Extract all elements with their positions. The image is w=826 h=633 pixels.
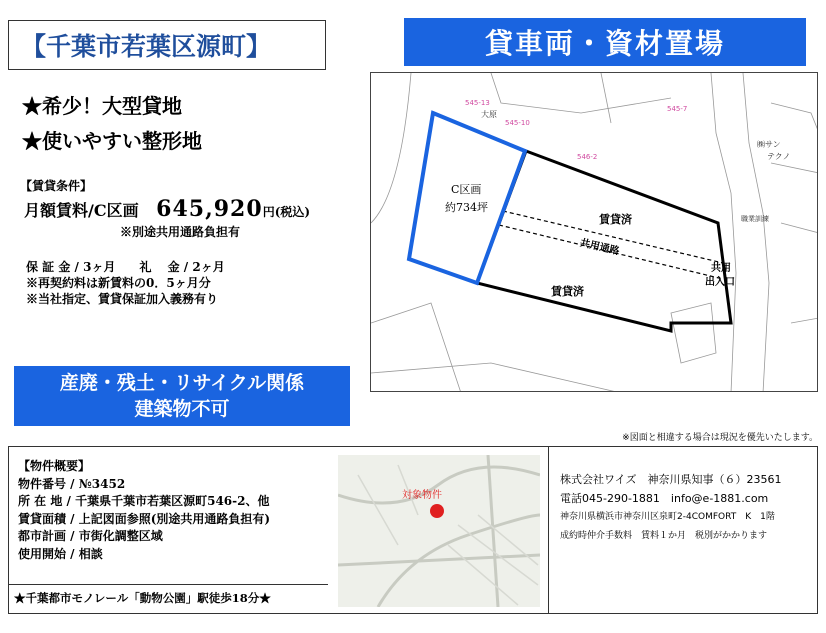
lot-label: 545-7	[667, 105, 688, 113]
location-map	[338, 455, 540, 607]
company-label: テクノ	[767, 152, 791, 161]
rent-line	[24, 196, 310, 222]
target-marker	[430, 504, 444, 518]
rent-unit: 円	[262, 205, 275, 219]
rented-label-upper: 賃貸済	[599, 213, 632, 226]
lot-label: 546-2	[577, 153, 598, 161]
summary-row: 都市計画 / 市街化調整区域	[18, 529, 163, 543]
summary-heading: 【物件概要】	[18, 459, 91, 473]
company-contact: 電話045-290-1881 info@e-1881.com	[560, 492, 769, 505]
rent-amount: 645,920	[156, 196, 263, 222]
restriction-line1: 産廃・残土・リサイクル関係	[59, 372, 305, 394]
renewal-note: ※再契約料は新賃料の0．5ヶ月分	[26, 276, 211, 290]
section-c-area: 約734坪	[445, 201, 488, 214]
property-type-badge: 貸車両・資材置場	[404, 18, 806, 66]
property-summary	[18, 458, 270, 563]
conditions-heading: 【賃貸条件】	[20, 179, 93, 193]
facility-label: 職業訓練	[741, 215, 769, 223]
entrance-label-line2: 出入口	[705, 277, 735, 288]
divider	[8, 584, 328, 585]
company-info	[560, 470, 782, 546]
lot-label: 545-13	[465, 99, 490, 107]
feature-shape: ★使いやすい整形地	[22, 129, 202, 153]
guarantor-note: ※当社指定、賃貸保証加入義務有り	[26, 292, 219, 306]
lot-label: 545-10	[505, 119, 530, 127]
page-title: 【千葉市若葉区源町】	[8, 20, 326, 70]
restriction-banner	[14, 366, 350, 426]
company-name: 株式会社ワイズ 神奈川県知事（６）23561	[560, 473, 782, 486]
location-map-drawing	[338, 455, 540, 607]
section-c-label: C区画	[451, 183, 482, 196]
map-disclaimer: ※図面と相違する場合は現況を優先いたします。	[622, 433, 818, 443]
section-c-outline	[409, 113, 525, 283]
feature-rare: ★希少！大型貸地	[22, 94, 182, 118]
summary-row: 所 在 地 / 千葉県千葉市若葉区源町546-2、他	[18, 494, 270, 508]
company-label: ㈱サン	[757, 140, 781, 149]
summary-row: 使用開始 / 相談	[18, 546, 103, 561]
station-access: ★千葉都市モノレール「動物公園」駅徒歩18分★	[14, 591, 271, 605]
rent-note: ※別途共用通路負担有	[120, 225, 241, 239]
restriction-line2: 建築物不可	[134, 398, 230, 420]
summary-row: 賃貸面積 / 上記図面参照(別途共用通路負担有)	[18, 511, 271, 526]
entrance-label-line1: 共用	[711, 263, 731, 274]
company-address: 神奈川県横浜市神奈川区泉町2-4COMFORT K 1階	[560, 512, 775, 522]
commission-note: 成約時仲介手数料 賃料１か月 税別がかかります	[560, 531, 768, 541]
plot-map-drawing	[371, 73, 818, 392]
rent-label: 月額賃料/C区画	[24, 201, 139, 220]
rent-tax: (税込)	[274, 205, 311, 219]
rented-label-lower: 賃貸済	[551, 285, 584, 298]
shared-path-label: 共用通路	[578, 237, 621, 258]
plot-map	[370, 72, 818, 392]
deposit-line: 保 証 金 / 3ヶ月 礼 金 / 2ヶ月	[26, 260, 225, 274]
divider	[548, 446, 549, 614]
place-label: 大原	[481, 110, 497, 119]
target-label: 対象物件	[402, 490, 442, 501]
summary-row: 物件番号 / №3452	[18, 476, 126, 491]
